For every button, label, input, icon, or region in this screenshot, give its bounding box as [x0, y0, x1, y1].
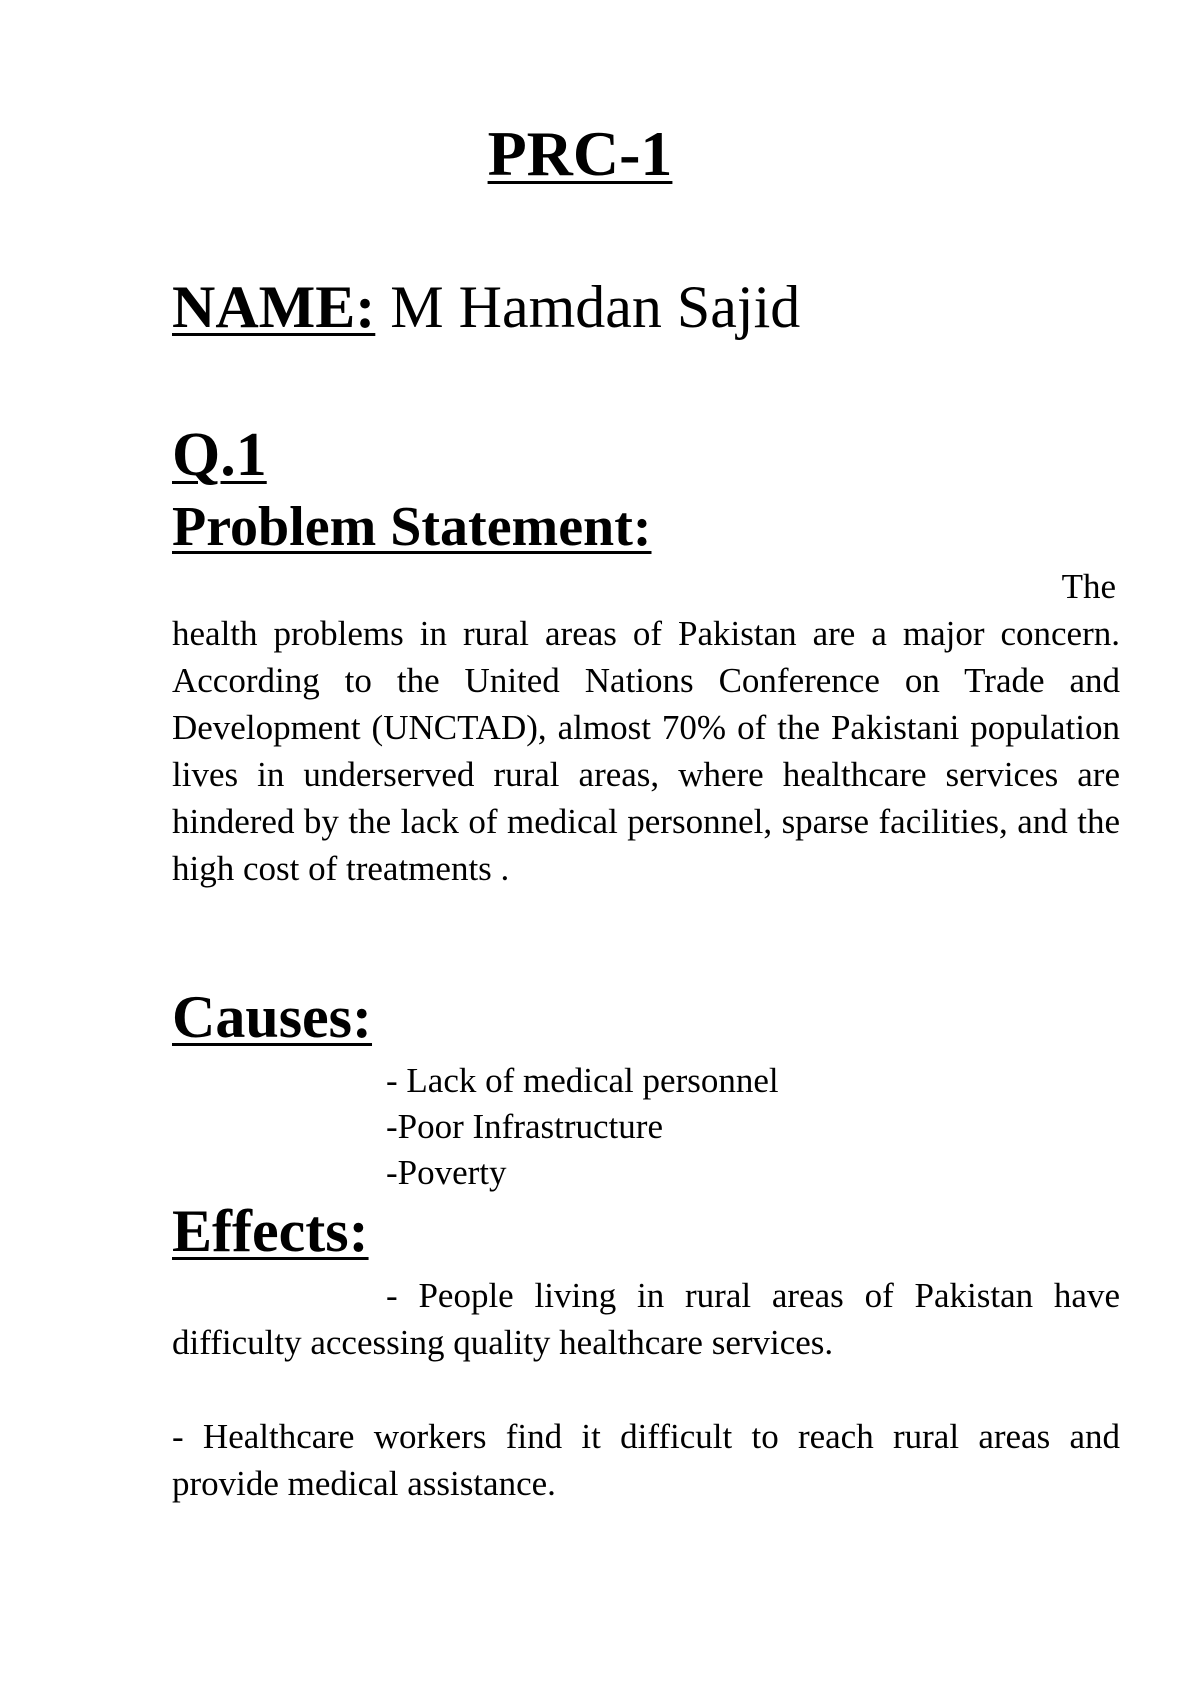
problem-lead-word: The — [1061, 567, 1116, 606]
effects-heading: Effects: — [172, 1198, 369, 1264]
problem-statement-text: health problems in rural areas of Pakistan are a major concern. According to the United Nations Conference on Trade and Development (UNCTAD), almost 70% of the Pakistani population lives in underserved rural areas, where healthcare services are hindered by the lack of medical personnel, sparse facilities, and the high cost of treatments . — [172, 614, 1120, 888]
document-title: PRC-1 — [487, 118, 673, 189]
name-label: NAME: — [172, 274, 376, 340]
name-value: M Hamdan Sajid — [390, 274, 801, 340]
problem-statement-heading: Problem Statement: — [172, 496, 652, 558]
cause-item: -Poor Infrastructure — [386, 1107, 663, 1146]
question-number: Q.1 — [172, 421, 267, 489]
name-line — [172, 272, 800, 342]
cause-item: - Lack of medical personnel — [386, 1061, 779, 1100]
cause-item: -Poverty — [386, 1153, 507, 1192]
effect-item: - People living in rural areas of Pakistan have difficulty accessing quality healthcare services. — [172, 1276, 1120, 1362]
causes-heading: Causes: — [172, 984, 373, 1050]
effect-item: - Healthcare workers find it difficult to reach rural areas and provide medical assistance. — [172, 1417, 1120, 1503]
